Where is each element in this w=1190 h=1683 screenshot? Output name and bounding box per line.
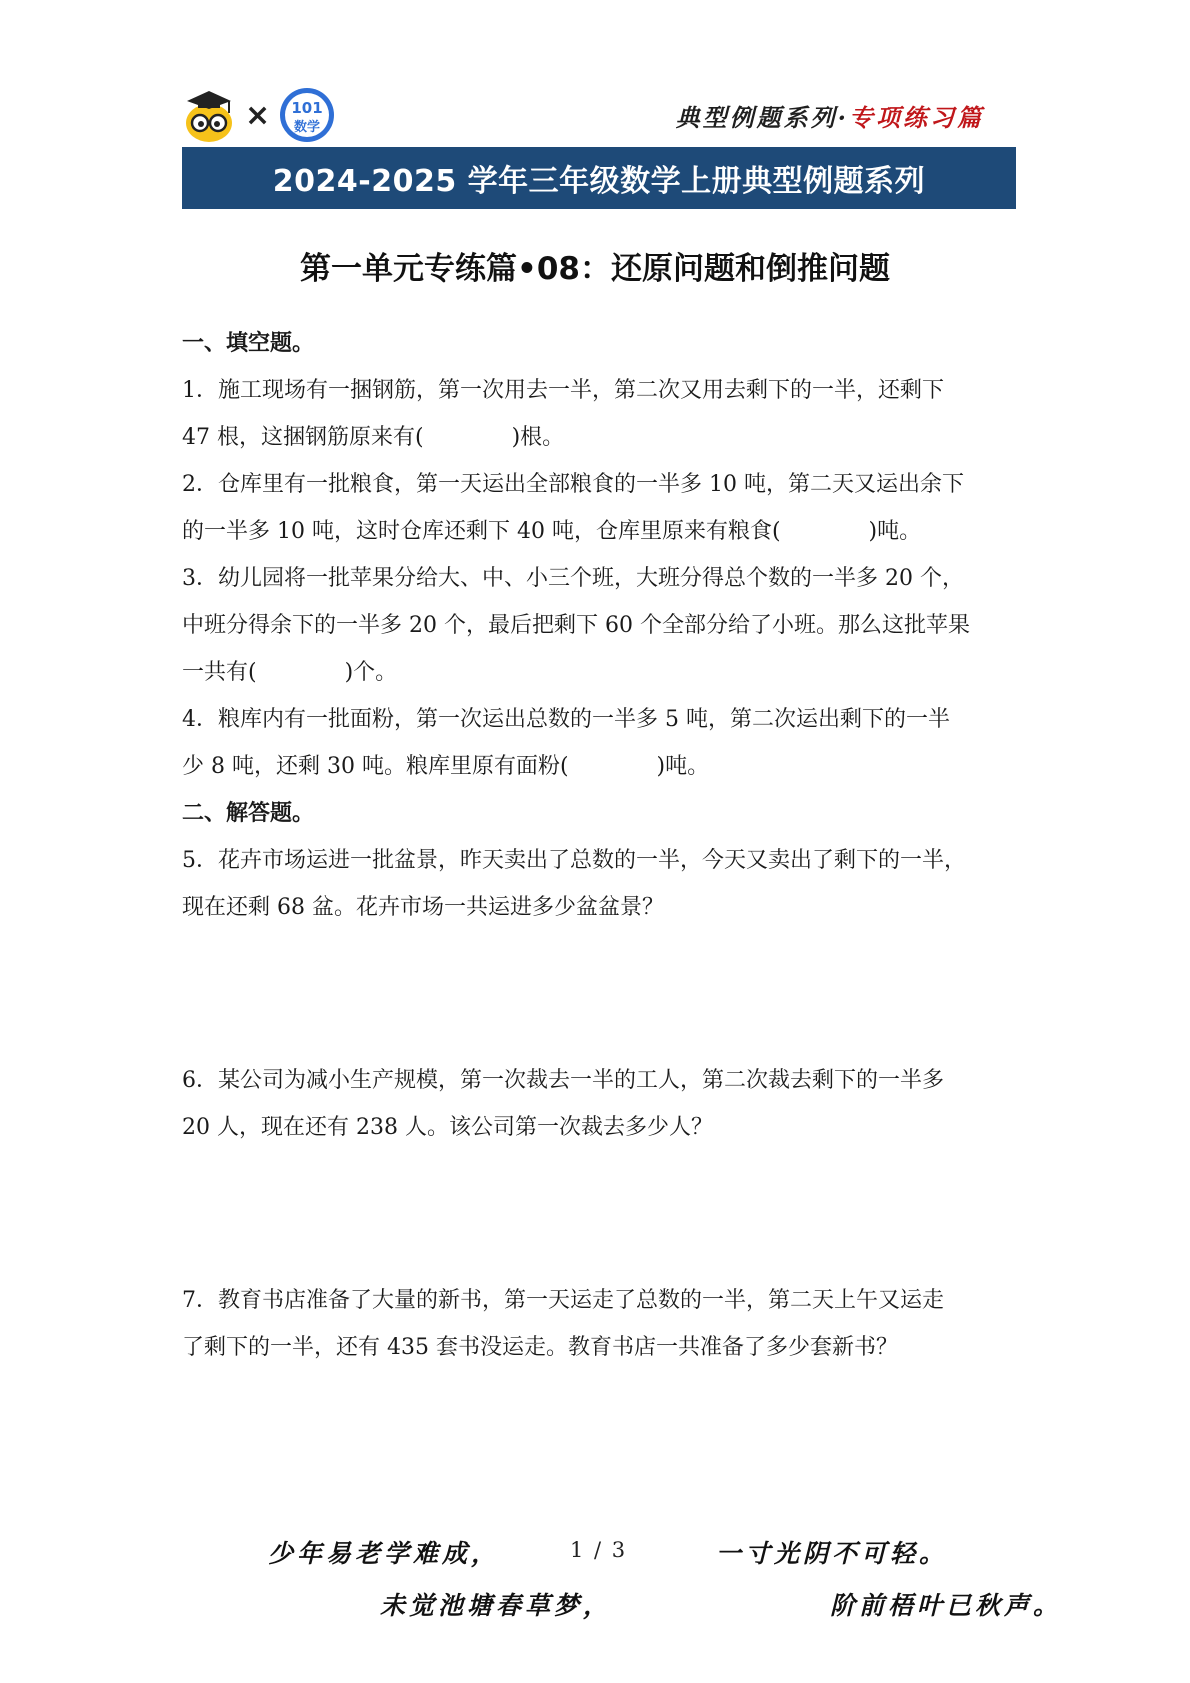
- question-2-line-2: 的一半多 10 吨，这时仓库还剩下 40 吨，仓库里原来有粮食( )吨。: [182, 519, 922, 544]
- question-4-line-1: 4．粮库内有一批面粉，第一次运出总数的一半多 5 吨，第二次运出剩下的一半: [182, 707, 950, 732]
- poem-line-2-left: 未觉池塘春草梦，: [380, 1591, 613, 1620]
- question-7: [182, 1277, 1016, 1371]
- logo-101-word: 数学: [294, 120, 321, 135]
- question-4-line-2: 少 8 吨，还剩 30 吨。粮库里原有面粉( )吨。: [182, 754, 710, 779]
- owl-logo-icon: [183, 87, 235, 143]
- question-3: [182, 555, 1016, 696]
- title-banner: [182, 147, 1016, 209]
- logo-row: [183, 84, 336, 146]
- math-101-logo-icon: [278, 86, 336, 144]
- question-6-line-2: 20 人，现在还有 238 人。该公司第一次裁去多少人？: [182, 1115, 713, 1140]
- logo-101-number: 101: [291, 99, 323, 117]
- question-3-line-2: 中班分得余下的一半多 20 个，最后把剩下 60 个全部分给了小班。那么这批苹果: [182, 613, 970, 638]
- question-5-line-1: 5．花卉市场运进一批盆景，昨天卖出了总数的一半，今天又卖出了剩下的一半，: [182, 848, 966, 873]
- banner-text: 2024-2025 学年三年级数学上册典型例题系列: [272, 164, 926, 199]
- question-7-line-2: 了剩下的一半，还有 435 套书没运走。教育书店一共准备了多少套新书？: [182, 1335, 898, 1360]
- question-4: [182, 696, 1016, 790]
- question-5: [182, 837, 1016, 931]
- question-2: [182, 461, 1016, 555]
- poem-line-2-right: 阶前梧叶已秋声。: [830, 1591, 1063, 1620]
- logo-times: ×: [245, 97, 271, 133]
- series-tag: [676, 98, 984, 133]
- poem-line-1-right: 一寸光阴不可轻。: [716, 1539, 949, 1568]
- question-1-line-2: 47 根，这捆钢筋原来有( )根。: [182, 425, 565, 450]
- answer-space-5: [182, 931, 1016, 1057]
- content: [182, 320, 1016, 1371]
- question-3-line-3: 一共有( )个。: [182, 660, 398, 685]
- question-7-line-1: 7．教育书店准备了大量的新书，第一天运走了总数的一半，第二天上午又运走: [182, 1288, 944, 1313]
- section-heading-fill-blank: 一、填空题。: [182, 331, 315, 356]
- question-1-line-1: 1．施工现场有一捆钢筋，第一次用去一半，第二次又用去剩下的一半，还剩下: [182, 378, 944, 403]
- page-number: 1 / 3: [570, 1538, 628, 1562]
- answer-space-6: [182, 1151, 1016, 1277]
- section-heading-word-problems: 二、解答题。: [182, 801, 315, 826]
- question-1: [182, 367, 1016, 461]
- poem-line-1-left: 少年易老学难成，: [268, 1539, 501, 1568]
- question-3-line-1: 3．幼儿园将一批苹果分给大、中、小三个班，大班分得总个数的一半多 20 个，: [182, 566, 964, 591]
- question-6: [182, 1057, 1016, 1151]
- question-2-line-1: 2．仓库里有一批粮食，第一天运出全部粮食的一半多 10 吨，第二天又运出余下: [182, 472, 964, 497]
- series-tag-accent: 专项练习篇: [849, 103, 984, 132]
- series-tag-main: 典型例题系列·: [675, 103, 849, 132]
- document-title: 第一单元专练篇•08：还原问题和倒推问题: [300, 251, 890, 287]
- question-5-line-2: 现在还剩 68 盆。花卉市场一共运进多少盆盆景？: [182, 895, 664, 920]
- question-6-line-1: 6．某公司为减小生产规模，第一次裁去一半的工人，第二次裁去剩下的一半多: [182, 1068, 944, 1093]
